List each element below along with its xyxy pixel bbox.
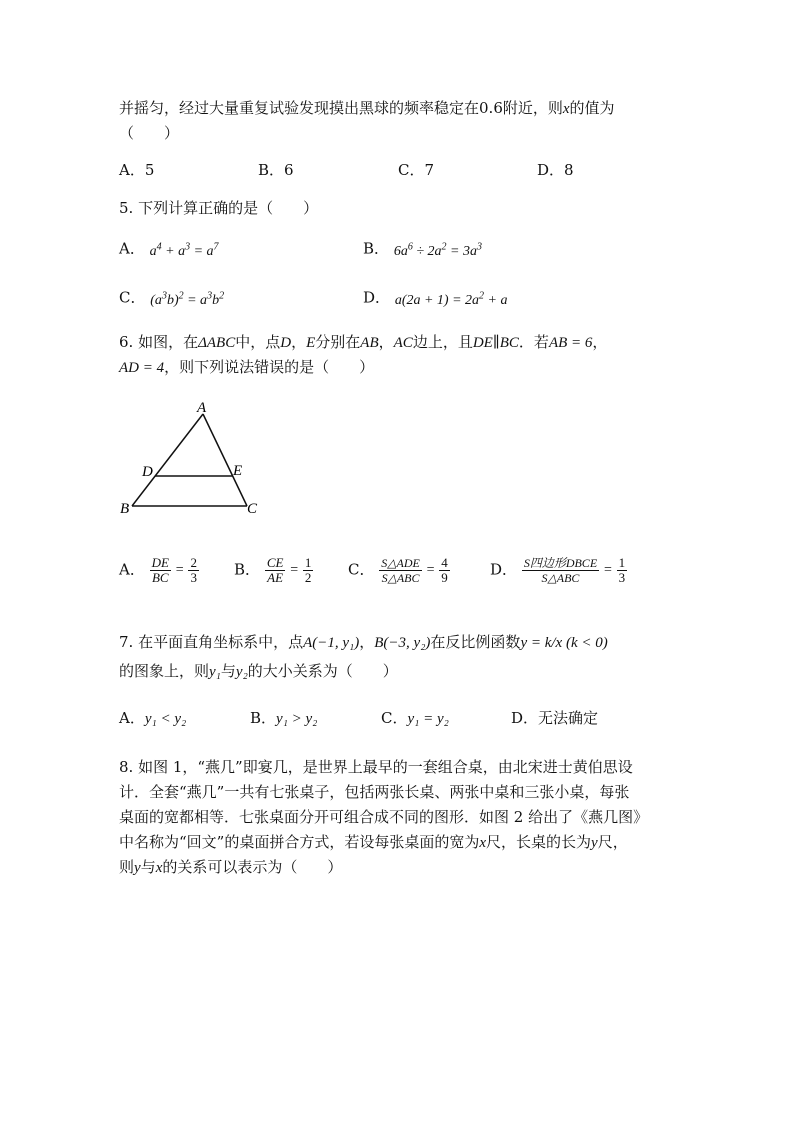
q7-and: 与 [220, 662, 236, 680]
label-b: B [120, 501, 130, 517]
q7-value-a: y₁ < y₂ [144, 711, 187, 727]
q5-label-c: C． [119, 288, 146, 307]
frac-num: S△ADE [381, 556, 420, 570]
q6-option-d [490, 556, 627, 585]
q5-option-d [363, 286, 507, 311]
q6-seg-ac: AC [393, 335, 413, 351]
q5-label-a: A． [119, 239, 145, 258]
q6-sep-2: ， [378, 333, 394, 351]
q6-text-1: 6. 如图，在 [119, 333, 199, 351]
q7-line2 [119, 661, 398, 682]
frac-den: 3 [190, 570, 197, 585]
q4-text-end: 的值为 [569, 99, 615, 117]
q6-sep: ， [291, 333, 307, 351]
q6-b-rhs [303, 556, 314, 585]
q6-d-lhs [522, 556, 599, 585]
q7-point-b: B(−3, y₂) [374, 635, 431, 651]
q6-label-c: C． [348, 560, 375, 579]
q7-text-2: 在反比例函数 [430, 633, 521, 651]
q7-option-c [381, 708, 449, 729]
q6-line1 [119, 332, 607, 353]
q6-text-2: 中，点 [235, 333, 281, 351]
q7-text-3: 的图象上，则 [119, 662, 210, 680]
frac-num: 2 [190, 555, 197, 570]
q7-text-1: 7. 在平面直角坐标系中，点 [119, 633, 304, 651]
q7-y1: y₁ [209, 664, 221, 680]
q6-option-b [234, 556, 313, 585]
q8-line5 [119, 857, 342, 878]
q6-line2 [119, 357, 374, 378]
q7-function: y = k/x (k < 0) [520, 635, 608, 651]
q6-b-lhs [265, 556, 286, 585]
q4-paren: （ ） [119, 124, 180, 142]
q6-option-a [119, 556, 199, 585]
q7-label-a: A． [119, 709, 145, 727]
q6-option-c [348, 556, 450, 585]
q7-comma: ， [359, 633, 375, 651]
q6-triangle-figure [115, 398, 275, 520]
q7-option-b [250, 708, 317, 729]
frac-den: 2 [304, 570, 312, 585]
q6-seg-ab: AB [360, 335, 379, 351]
q7-y2: y₂ [235, 664, 248, 680]
side-ab [132, 414, 203, 506]
q5-option-a [119, 237, 219, 262]
q6-point-e: E [306, 335, 316, 351]
q8-line4 [119, 832, 628, 853]
q6-a-rhs [188, 556, 199, 585]
frac-num: 4 [441, 555, 448, 570]
q6-ab-value: AB = 6 [548, 335, 593, 351]
q7-label-c: C． [381, 709, 408, 727]
frac-num: CE [266, 555, 284, 570]
q7-label-b: B． [250, 709, 277, 727]
q8-var-y: y [591, 835, 598, 851]
q5-option-b [363, 237, 482, 262]
q6-c-lhs [379, 556, 422, 585]
q5-stem: 5. 下列计算正确的是（ ） [119, 199, 319, 217]
q8-text-4: 则 [119, 858, 135, 876]
q7-point-a: A(−1, y₁) [303, 635, 360, 651]
q7-line1 [119, 632, 608, 653]
frac-den: S△ABC [541, 571, 580, 585]
q4-option-c: C．7 [398, 161, 435, 179]
label-c: C [247, 501, 258, 517]
q6-text-5: ．若 [518, 333, 549, 351]
side-ac [203, 414, 247, 506]
q6-text-3: 分别在 [315, 333, 361, 351]
q8-line1: 8. 如图 1，“燕几”即宴几，是世界上最早的一套组合桌，由北宋进士黄伯思设 [119, 758, 633, 776]
q7-option-d [511, 708, 598, 728]
q8-line3: 桌面的宽都相等．七张桌面分开可组合成不同的图形．如图 2 给出了《燕几图》 [119, 808, 649, 826]
q5-option-c [119, 286, 224, 311]
q6-c-rhs [439, 556, 450, 585]
q6-sep-3: ， [592, 333, 608, 351]
q8-text-1: 中名称为“回文”的桌面拼合方式，若设每张桌面的宽为 [119, 833, 480, 851]
frac-den: BC [151, 570, 169, 585]
q7-value-c: y₁ = y₂ [407, 711, 449, 727]
q5-label-d: D． [363, 288, 391, 307]
frac-den: S△ABC [381, 571, 420, 585]
q6-point-d: D [280, 335, 292, 351]
q4-option-b: B．6 [258, 161, 294, 179]
equals: = [175, 562, 184, 578]
q8-var-y-2: y [134, 860, 141, 876]
label-e: E [233, 463, 243, 479]
q7-value-d: 无法确定 [538, 709, 599, 727]
q8-text-2: 尺，长桌的长为 [486, 833, 592, 851]
label-a: A [197, 400, 207, 416]
q5-label-b: B． [363, 239, 390, 258]
frac-den: AE [267, 570, 284, 585]
q5-formula-a: $a^4 + a^3 = a^7$ [149, 241, 219, 259]
q4-option-a: A．5 [119, 161, 155, 179]
q7-value-b: y₁ > y₂ [276, 711, 318, 727]
q7-text-4: 的大小关系为（ ） [247, 662, 398, 680]
frac-num: DE [151, 555, 169, 570]
q6-label-b: B． [234, 560, 261, 579]
q5-formula-d: $a(2a + 1) = 2a^2 + a$ [394, 290, 508, 308]
q7-label-d: D． [511, 709, 539, 727]
q4-var-x: x [562, 101, 570, 117]
q8-var-x: x [479, 835, 487, 851]
q4-line1 [119, 98, 615, 119]
q7-option-a [119, 708, 186, 729]
q6-triangle: ΔABC [198, 335, 236, 351]
q6-parallel: DE∥BC [472, 335, 519, 351]
frac-num: S四边形DBCE [523, 556, 598, 570]
q8-line2: 计．全套“燕几”一共有七张桌子，包括两张长桌、两张中桌和三张小桌，每张 [119, 783, 630, 801]
q6-ad-value: AD = 4 [119, 360, 165, 376]
q6-label-d: D． [490, 560, 518, 579]
q6-text-4: 边上，且 [412, 333, 473, 351]
q6-text-6: ，则下列说法错误的是（ ） [164, 358, 375, 376]
q6-d-rhs [617, 556, 628, 585]
q8-and: 与 [140, 858, 156, 876]
frac-num: 1 [304, 555, 312, 570]
q6-label-a: A． [119, 560, 145, 579]
frac-den: 3 [618, 570, 626, 585]
equals: = [426, 562, 435, 578]
equals: = [290, 562, 299, 578]
q6-a-lhs [150, 556, 171, 585]
frac-num: 1 [618, 555, 626, 570]
q8-text-3: 尺， [597, 833, 628, 851]
equals: = [603, 562, 612, 578]
q5-formula-b: $6a^6 \div 2a^2 = 3a^3$ [393, 241, 482, 259]
label-d: D [142, 464, 153, 480]
q8-text-5: 的关系可以表示为（ ） [162, 858, 343, 876]
frac-den: 9 [441, 570, 448, 585]
q4-text: 并摇匀，经过大量重复试验发现摸出黑球的频率稳定在0.6附近，则 [119, 99, 563, 117]
q4-option-d: D．8 [537, 161, 574, 179]
q5-formula-c: $(a^3b)^2 = a^3b^2$ [150, 290, 225, 308]
q8-var-x-2: x [155, 860, 163, 876]
